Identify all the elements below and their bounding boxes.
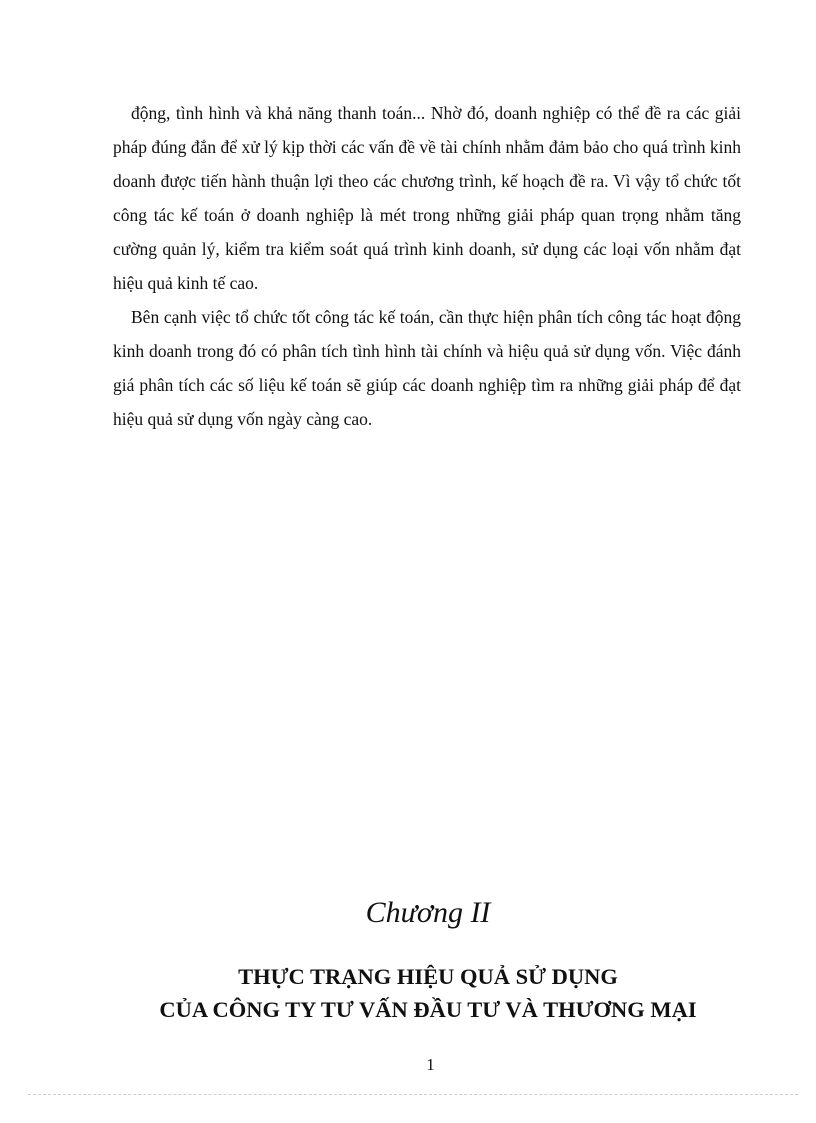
chapter-title-line-1: THỰC TRẠNG HIỆU QUẢ SỬ DỤNG — [238, 964, 618, 989]
chapter-title — [0, 960, 816, 1026]
chapter-title-line-2: CỦA CÔNG TY TƯ VẤN ĐẦU TƯ VÀ THƯƠNG MẠI — [159, 997, 697, 1022]
paragraph-2: Bên cạnh việc tổ chức tốt công tác kế toán, cần thực hiện phân tích công tác hoạt động kinh doanh trong đó có phân tích tình hình tài chính và hiệu quả sử dụng vốn. Việc đánh giá phân tích các số liệu kế toán sẽ giúp các doanh nghiệp tìm ra những giải pháp để đạt hiệu quả sử dụng vốn ngày càng cao. — [113, 307, 741, 429]
page-number: 1 — [426, 1055, 435, 1074]
chapter-label: Chương II — [365, 896, 491, 929]
paragraph-1: động, tình hình và khả năng thanh toán... Nhờ đó, doanh nghiệp có thể đề ra các giải pháp đúng đắn để xử lý kịp thời các vấn đề về tài chính nhằm đảm bảo cho quá trình kinh doanh được tiến hành thuận lợi theo các chương trình, kế hoạch đề ra. Vì vậy tổ chức tốt công tác kế toán ở doanh nghiệp là mét trong những giải pháp quan trọng nhằm tăng cường quản lý, kiểm tra kiểm soát quá trình kinh doanh, sử dụng các loại vốn nhằm đạt hiệu quả kinh tế cao. — [113, 103, 741, 293]
body-text — [113, 96, 741, 436]
page-border-divider — [28, 1094, 798, 1095]
